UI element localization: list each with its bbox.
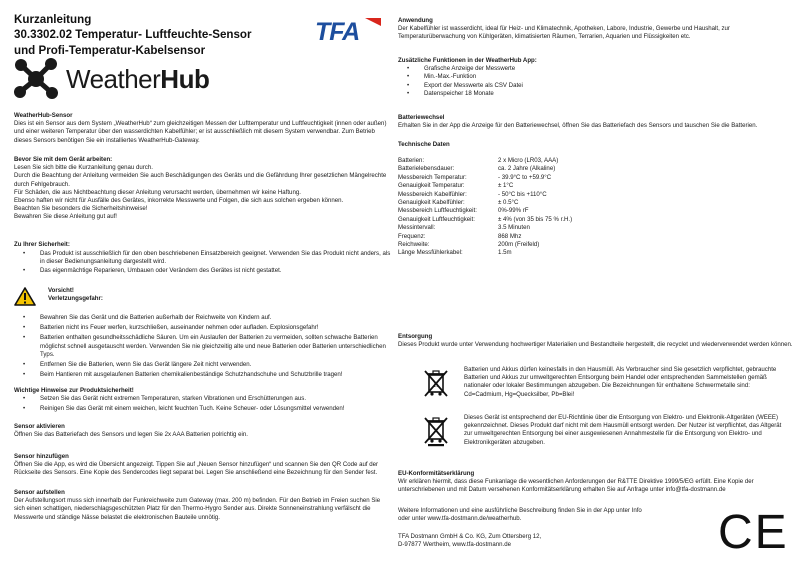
wordmark-weather: Weather <box>66 64 161 94</box>
tech-label: Genauigkeit Temperatur: <box>398 182 465 190</box>
add-text: Öffnen Sie die App, es wird die Übersicht angezeigt. Tippen Sie auf „Neuen Sensor hinzufügen“ und scannen Sie den QR Code auf der Rückseite des Sensors. Eine Kopie des Sendercodes liegt separat bei. Legen Sie anschließend eine Bezeichnung für den Sender fest. <box>14 461 379 477</box>
battery-text: Erhalten Sie in der App die Anzeige für den Batteriewechsel, öffnen Sie das Batteriefach des Sensors und tauschen Sie die Batterien. <box>398 122 758 130</box>
caution-bullets <box>14 314 392 379</box>
tech-label: Genauigkeit Kabelfühler: <box>398 199 465 206</box>
section-activate <box>14 423 392 439</box>
functions-heading: Zusätzliche Funktionen in der WeatherHub App: <box>398 57 537 64</box>
weatherhub-logo <box>12 57 212 101</box>
battery-disposal-text: Batterien und Akkus dürfen keinesfalls in den Hausmüll. Als Verbraucher sind Sie gesetzlich verpflichtet, gebrauchte Batterien und Akkus zur umweltgerechten Entsorgung beim Handel oder entsprechenden Sammelstellen gemäß nationaler oder lokaler Bestimmungen abzugeben. Die Bezeichnungen für enthaltene Schwermetalle sind: Cd=Cadmium, Hg=Quecksilber, Pb=Blei! <box>464 366 777 398</box>
conformity-heading: EU-Konformitätserklärung <box>398 470 475 477</box>
weatherhub-wordmark <box>66 64 209 94</box>
section-protection <box>14 387 392 414</box>
usage-text: Der Kabelfühler ist wasserdicht, ideal für Heiz- und Klimatechnik, Apotheken, Labore, Industrie, Gewerbe und Haushalt, zur Temperaturüberwachung von Kühlgeräten, klimatisierten Räumen, Terrarien, Aquarien und Flüssigkeiten etc. <box>398 25 730 41</box>
warning-triangle-icon <box>14 287 36 306</box>
before-line: Ebenso haften wir nicht für Ausfälle des Gerätes, inkorrekte Messwerte und Folgen, die sich aus solchen ergeben können. <box>14 197 344 205</box>
battery-heading: Batteriewechsel <box>398 114 445 121</box>
tfa-logo <box>313 18 381 46</box>
function-item: • Export der Messwerte als CSV Datei <box>398 82 796 90</box>
before-line: Beachten Sie besonders die Sicherheitshinweise! <box>14 205 148 213</box>
tech-value: - 50°C bis +110°C <box>498 190 547 198</box>
section-company <box>398 533 728 549</box>
safety-bullet: • Das eigenmächtige Reparieren, Umbauen oder Verändern des Gerätes ist nicht gestattet. <box>14 267 392 275</box>
section-info <box>398 507 728 523</box>
section-before <box>14 156 392 222</box>
tech-value: ± 0.5°C <box>498 199 519 206</box>
tech-label: Batterielebensdauer: <box>398 165 455 173</box>
tech-label: Länge Messfühlerkabel: <box>398 249 463 257</box>
tech-value: 3.5 Minuten <box>498 224 530 232</box>
safety-bullet: • Das Produkt ist ausschließlich für den oben beschriebenen Einsatzbereich geeignet. Verwenden Sie das Produkt nicht anders, als in dieser Bedienungsanleitung dargestellt wird. <box>14 250 392 266</box>
section-weatherhub <box>14 112 392 145</box>
section-add <box>14 453 392 478</box>
disposal-heading: Entsorgung <box>398 333 433 340</box>
weatherhub-heading: WeatherHub-Sensor <box>14 112 73 119</box>
weatherhub-text: Dies ist ein Sensor aus dem System „WeatherHub“ zum gleichzeitigen Messen der Lufttemperatur und Luftfeuchtigkeit (innen oder außen) und einer weiteren Temperatur über den wasserdichten Kabelfühler; er ist ausschließlich mit diesem System verwendbar. Zum Betrieb dieses Sensors benötigen Sie ein installiertes WeatherHub-Gateway. <box>14 120 387 144</box>
tech-value: ca. 2 Jahre (Alkaline) <box>498 165 556 173</box>
activate-text: Öffnen Sie das Batteriefach des Sensors und legen Sie 2x AAA Batterien polrichtig ein. <box>14 431 248 439</box>
conformity-text: Wir erklären hiermit, dass diese Funkanlage die wesentlichen Anforderungen der R&TTE Direktive 1999/5/EG erfüllt. Eine Kopie der unterschriebenen und mit Datum versehenen Konformitätserklärung erhalten Sie auf Anfrage unter info@tfa-dostmann.de <box>398 478 754 494</box>
weatherhub-network-icon <box>12 57 60 101</box>
caution-line-2: Verletzungsgefahr: <box>48 295 103 303</box>
tfa-logo-text: TFA <box>315 18 360 46</box>
caution-bullet: • Batterien nicht ins Feuer werfen, kurzschließen, auseinander nehmen oder aufladen. Explosionsgefahr! <box>14 324 392 332</box>
company-line-1: TFA Dostmann GmbH & Co. KG, Zum Ottersberg 12, <box>398 533 542 540</box>
tech-label: Messintervall: <box>398 224 436 232</box>
tech-label: Batterien: <box>398 157 425 164</box>
section-disposal <box>398 333 796 349</box>
weee-text: Dieses Gerät ist entsprechend der EU-Richtlinie über die Entsorgung von Elektro- und Elektronik-Altgeräten (WEEE) gekennzeichnet. Dieses Produkt darf nicht mit dem Hausmüll entsorgt werden. Der Nutzer ist verpflichtet, das Altgerät zur umweltgerechten Entsorgung bei einer ausgewiesenen Annahmestelle für die Entsorgung von Elektro- und Elektronikgeräten abzugeben. <box>464 414 782 446</box>
svg-text:Li: Li <box>434 383 438 389</box>
usage-heading: Anwendung <box>398 17 433 24</box>
tech-value: 2 x Micro (LR03, AAA) <box>498 157 559 164</box>
company-line-2: D-97877 Wertheim, www.tfa-dostmann.de <box>398 541 512 549</box>
tech-heading: Technische Daten <box>398 141 450 148</box>
section-usage <box>398 17 796 42</box>
caution-block <box>48 287 348 303</box>
document-title <box>14 12 252 58</box>
function-item: • Min.-Max.-Funktion <box>398 73 796 81</box>
crossed-bin-battery-icon <box>422 366 450 400</box>
info-line-1: Weitere Informationen und eine ausführliche Beschreibung finden Sie in der App unter Info <box>398 507 642 514</box>
safety-heading: Zu Ihrer Sicherheit: <box>14 241 70 248</box>
caution-line-1: Vorsicht! <box>48 287 74 294</box>
tech-value: 0%-99% rF <box>498 207 529 215</box>
title-line-3: und Profi-Temperatur-Kabelsensor <box>14 43 206 57</box>
tech-value: 868 Mhz <box>498 232 522 240</box>
tech-table <box>398 157 796 277</box>
section-conformity <box>398 470 796 495</box>
info-line-2: oder unter www.tfa-dostmann.de/weatherhub. <box>398 515 522 523</box>
caution-bullet: • Entfernen Sie die Batterien, wenn Sie das Gerät längere Zeit nicht verwenden. <box>14 361 392 369</box>
place-text: Der Aufstellungsort muss sich innerhalb der Funkreichweite zum Gateway (max. 200 m) befinden. Für den Betrieb im Freien suchen Sie sich einen schattigen, niederschlagsgeschützten Platz für den Thermo-Hygro Sender aus. Direkte Sonneneinstrahlung verfälscht die Messwerte und ständige Nässe belastet die elektronischen Bauteile unnötig. <box>14 497 381 521</box>
wordmark-hub: Hub <box>160 64 210 94</box>
tech-value: 200m (Freifeld) <box>498 241 540 248</box>
function-item: • Grafische Anzeige der Messwerte <box>398 65 796 73</box>
crossed-bin-weee-icon <box>422 413 450 447</box>
add-heading: Sensor hinzufügen <box>14 453 69 460</box>
tech-label: Frequenz: <box>398 232 426 240</box>
section-tech <box>398 141 796 149</box>
before-line: Lesen Sie sich bitte die Kurzanleitung genau durch. <box>14 164 153 172</box>
tech-value: - 39.9°C to +59.9°C <box>498 173 552 181</box>
tech-label: Genauigkeit Luftfeuchtigkeit: <box>398 215 475 223</box>
protection-bullet: • Setzen Sie das Gerät nicht extremen Temperaturen, starken Vibrationen und Erschütterungen aus. <box>14 395 392 403</box>
tech-value: 1.5m <box>498 249 512 257</box>
section-battery <box>398 114 796 130</box>
tech-value: ± 4% (von 35 bis 75 % r.H.) <box>498 215 573 223</box>
caution-bullet: • Batterien enthalten gesundheitsschädliche Säuren. Um ein Auslaufen der Batterien zu vermeiden, sollten schwache Batterien möglichst schnell ausgetauscht werden. Verwenden Sie nie gleichzeitig alte und neue Batterien oder Batterien unterschiedlichen Typs. <box>14 334 392 359</box>
disposal-text: Dieses Produkt wurde unter Verwendung hochwertiger Materialien und Bestandteile hergestellt, die recyclet und wiederverwendet werden können. <box>398 341 793 349</box>
function-item: • Datenspeicher 18 Monate <box>398 90 796 98</box>
ce-mark: CE <box>718 506 789 559</box>
activate-heading: Sensor aktivieren <box>14 423 65 430</box>
tech-label: Messbereich Temperatur: <box>398 173 467 181</box>
section-safety <box>14 241 392 275</box>
before-heading: Bevor Sie mit dem Gerät arbeiten: <box>14 156 113 163</box>
before-line: Durch die Beachtung der Anleitung vermeiden Sie auch Beschädigungen des Geräts und die Gefährdung Ihrer gesetzlichen Mängelrechte durch Fehlgebrauch. <box>14 172 387 188</box>
before-line: Für Schäden, die aus Nichtbeachtung dieser Anleitung verursacht werden, übernehmen wir keine Haftung. <box>14 188 301 196</box>
title-line-2: 30.3302.02 Temperatur- Luftfeuchte-Sensor <box>14 28 252 42</box>
before-line: Bewahren Sie diese Anleitung gut auf! <box>14 213 117 221</box>
tech-label: Messbereich Kabelfühler: <box>398 190 467 198</box>
caution-bullet: • Bewahren Sie das Gerät und die Batterien außerhalb der Reichweite von Kindern auf. <box>14 314 392 322</box>
tech-label: Messbereich Luftfeuchtigkeit: <box>398 207 477 215</box>
tech-value: ± 1°C <box>498 182 514 190</box>
caution-bullet: • Beim Hantieren mit ausgelaufenen Batterien chemikalienbeständige Schutzhandschuhe und Schutzbrille tragen! <box>14 371 392 379</box>
tech-label: Reichweite: <box>398 241 430 248</box>
section-functions <box>398 57 796 98</box>
protection-heading: Wichtige Hinweise zur Produktsicherheit! <box>14 387 134 394</box>
place-heading: Sensor aufstellen <box>14 489 65 496</box>
section-place <box>14 489 392 522</box>
title-line-1: Kurzanleitung <box>14 13 92 26</box>
protection-bullet: • Reinigen Sie das Gerät mit einem weichen, leicht feuchten Tuch. Keine Scheuer- oder Lösungsmittel verwenden! <box>14 405 392 413</box>
